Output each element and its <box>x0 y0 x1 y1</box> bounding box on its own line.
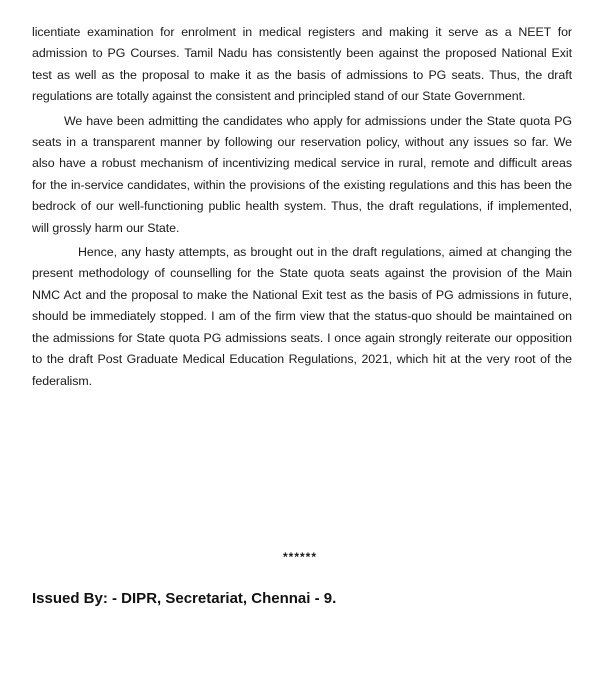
paragraph-continuation: licentiate examination for enrolment in medical registers and making it serve as a NEET for admission to PG Courses. Tamil Nadu has consistently been against the proposed National Exit test as well as the proposal to make it as the basis of admissions to PG seats. Thus, the draft regulations are totally against the consistent and principled stand of our State Government. <box>32 25 572 104</box>
paragraph-admissions: We have been admitting the candidates who apply for admissions under the State quota PG seats in a transparent manner by following our reservation policy, without any issues so far. We also have a robust mechanism of incentivizing medical service in rural, remote and difficult areas for the in-service candidates, within the provisions of the existing regulations and this has been the bedrock of our well-functioning public health system. Thus, the draft regulations, if implemented, will grossly harm our State. <box>32 113 572 235</box>
document-body <box>32 22 572 395</box>
section-separator: ****** <box>282 550 318 564</box>
issued-by-line: Issued By: - DIPR, Secretariat, Chennai - 9. <box>32 590 337 607</box>
paragraph-conclusion: Hence, any hasty attempts, as brought out in the draft regulations, aimed at changing the present methodology of counselling for the State quota seats against the provision of the Main NMC Act and the proposal to make the National Exit test as the basis of PG admissions in future, should be immediately stopped. I am of the firm view that the status-quo should be maintained on the admissions for State quota PG admissions seats. I once again strongly reiterate our opposition to the draft Post Graduate Medical Education Regulations, 2021, which hit at the very root of the federalism. <box>32 245 572 388</box>
